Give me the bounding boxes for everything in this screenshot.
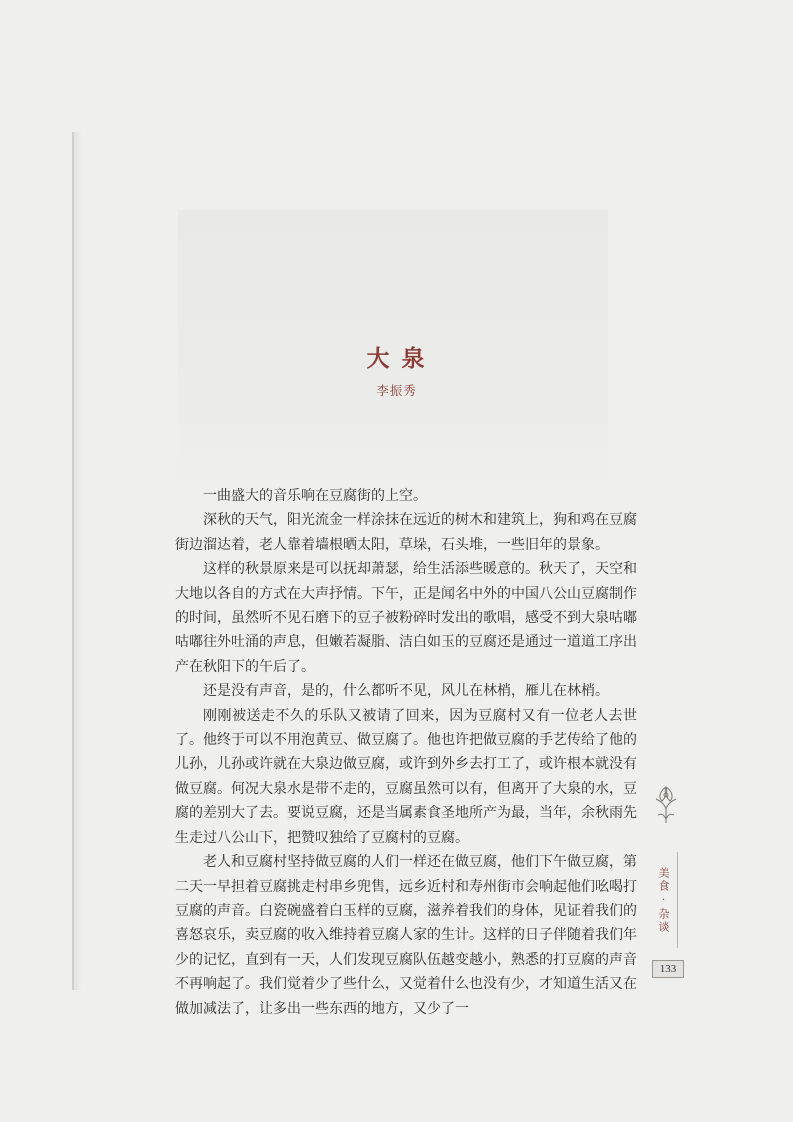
paragraph: 这样的秋景原来是可以抚却萧瑟，给生活添些暖意的。秋天了，天空和大地以各自的方式在大声抒情。下午，正是闻名中外的中国八公山豆腐制作的时间，虽然听不见石磨下的豆子被粉碎时发出的歌唱，感受不到大泉咕嘟咕嘟往外吐涌的声息，但嫩若凝脂、洁白如玉的豆腐还是通过一道道工序出产在秋阳下的午后了。: [175, 561, 637, 675]
paragraph: 还是没有声音，是的，什么都听不见，风儿在林梢，雁儿在林梢。: [203, 683, 609, 700]
paragraph: 老人和豆腐村坚持做豆腐的人们一样还在做豆腐，他们下午做豆腐，第二天一早担着豆腐挑走村串乡兜售，远乡近村和寿州街市会响起他们吆喝打豆腐的声音。白瓷碗盛着白玉样的豆腐，滋养着我们的身体，见证着我们的喜怒哀乐，卖豆腐的收入维持着豆腐人家的生计。这样的日子伴随着我们年少的记忆，直到有一天，人们发现豆腐队伍越变越小，熟悉的打豆腐的声音不再响起了。我们觉着少了些什么，又觉着什么也没有少，才知道生活又在做加减法了，让多出一些东西的地方，又少了一: [175, 854, 637, 1017]
article-title: 大 泉: [366, 345, 427, 372]
floral-ornament-icon: [648, 783, 684, 827]
article-body: [175, 484, 637, 1021]
paragraph: 刚刚被送走不久的乐队又被请了回来，因为豆腐村又有一位老人去世了。他终于可以不用泡黄豆、做豆腐了。他也许把做豆腐的手艺传给了他的儿孙，儿孙或许就在大泉边做豆腐，或许到外乡去打工了，或许根本就没有做豆腐。何况大泉水是带不走的，豆腐虽然可以有，但离开了大泉的水，豆腐的差别大了去。要说豆腐，还是当属素食圣地所产为最，当年，余秋雨先生走过八公山下，把赞叹独给了豆腐村的豆腐。: [175, 707, 637, 846]
book-spine-shadow: [74, 132, 82, 990]
paragraph: 深秋的天气，阳光流金一样涂抹在远近的树木和建筑上，狗和鸡在豆腐街边溜达着，老人靠着墙根晒太阳，草垛，石头堆，一些旧年的景象。: [175, 512, 637, 553]
section-tab-label: 美食·杂谈: [657, 866, 670, 934]
article-author: 李振秀: [376, 383, 417, 398]
page-number: 133: [652, 960, 684, 978]
paragraph: 一曲盛大的音乐响在豆腐街的上空。: [203, 488, 427, 504]
side-tab-rule: [677, 852, 678, 948]
